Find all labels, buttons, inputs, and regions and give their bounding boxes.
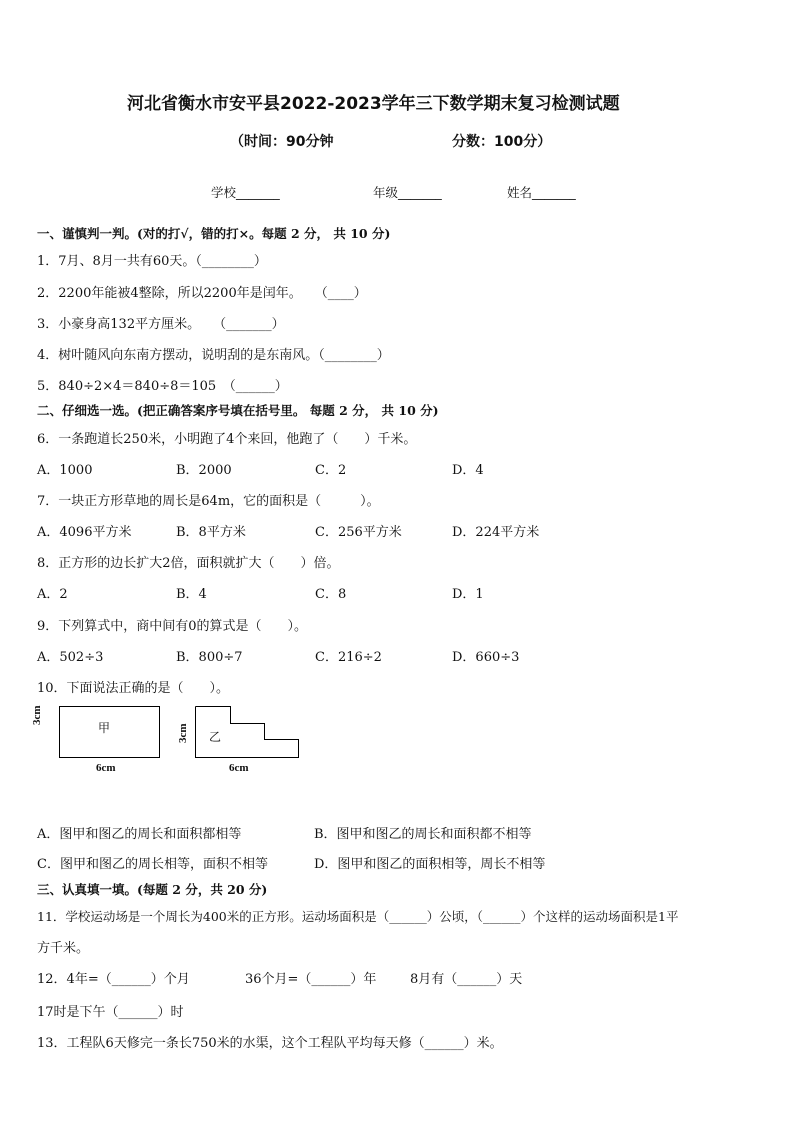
figure-left-height: 3cm	[31, 705, 43, 725]
question-6: 6．一条跑道长250米，小明跑了4个来回，他跑了（ ）千米。	[37, 432, 417, 447]
question-3: 3．小豪身高132平方厘米。 （_______）	[37, 317, 285, 332]
q9-option-b: B．800÷7	[176, 650, 243, 665]
question-8: 8．正方形的边长扩大2倍，面积就扩大（ ）倍。	[37, 556, 340, 571]
q6-option-c: C．2	[315, 463, 347, 478]
question-2: 2．2200年能被4整除，所以2200年是闰年。 （____）	[37, 286, 367, 301]
q6-option-d: D．4	[452, 463, 484, 478]
q7-option-c: C．256平方米	[315, 525, 402, 540]
q9-option-c: C．216÷2	[315, 650, 382, 665]
figure-label-jia: 甲	[98, 721, 111, 735]
question-12-part-b: 36个月=（______）年	[245, 972, 377, 987]
name-field: 姓名_______	[507, 185, 576, 200]
question-1: 1．7月、8月一共有60天。（________）	[37, 254, 267, 269]
question-7: 7．一块正方形草地的周长是64m，它的面积是（ ）。	[37, 494, 380, 509]
q10-option-a: A．图甲和图乙的周长和面积都相等	[37, 827, 242, 842]
q8-option-c: C．8	[315, 587, 347, 602]
school-field: 学校_______	[211, 185, 280, 200]
section-1-heading: 一、谨慎判一判。(对的打√，错的打×。每题 2 分， 共 10 分)	[37, 226, 391, 241]
question-12-part-c: 8月有（______）天	[410, 972, 523, 987]
question-13: 13．工程队6天修完一条长750米的水渠，这个工程队平均每天修（______）米。	[37, 1036, 503, 1051]
section-3-heading: 三、认真填一填。(每题 2 分，共 20 分)	[37, 882, 268, 897]
q10-option-d: D．图甲和图乙的面积相等，周长不相等	[314, 857, 546, 872]
q6-option-b: B．2000	[176, 463, 232, 478]
question-11-line1: 11．学校运动场是一个周长为400米的正方形。运动场面积是（______）公顷，（______）个这样的运动场面积是1平	[37, 909, 679, 924]
figure-right-height: 3cm	[177, 723, 189, 743]
q8-option-b: B．4	[176, 587, 207, 602]
q7-option-d: D．224平方米	[452, 525, 540, 540]
question-12-part-d: 17时是下午（______）时	[37, 1005, 184, 1020]
exam-time: （时间：90分钟	[230, 134, 334, 150]
question-5: 5．840÷2×4＝840÷8＝105 （______）	[37, 379, 288, 394]
question-4: 4．树叶随风向东南方摆动，说明刮的是东南风。（________）	[37, 348, 390, 363]
q6-option-a: A．1000	[37, 463, 93, 478]
question-10: 10．下面说法正确的是（ ）。	[37, 681, 230, 696]
figure-right-width: 6cm	[229, 762, 249, 774]
q7-option-a: A．4096平方米	[37, 525, 132, 540]
q8-option-d: D．1	[452, 587, 484, 602]
figure-left-width: 6cm	[96, 762, 116, 774]
q7-option-b: B．8平方米	[176, 525, 246, 540]
q8-option-a: A．2	[37, 587, 68, 602]
question-12-part-a: 12．4年=（______）个月	[37, 972, 190, 987]
page-title: 河北省衡水市安平县2022-2023学年三下数学期末复习检测试题	[127, 94, 620, 114]
figure-label-yi: 乙	[209, 730, 222, 744]
exam-score: 分数：100分）	[452, 134, 552, 150]
question-9: 9．下列算式中，商中间有0的算式是（ ）。	[37, 619, 308, 634]
q9-option-a: A．502÷3	[37, 650, 104, 665]
q9-option-d: D．660÷3	[452, 650, 520, 665]
section-2-heading: 二、仔细选一选。(把正确答案序号填在括号里。 每题 2 分， 共 10 分)	[37, 403, 439, 418]
grade-field: 年级_______	[373, 185, 442, 200]
q10-option-c: C．图甲和图乙的周长相等，面积不相等	[37, 857, 268, 872]
question-11-line2: 方千米。	[37, 941, 90, 956]
q10-option-b: B．图甲和图乙的周长和面积都不相等	[314, 827, 532, 842]
